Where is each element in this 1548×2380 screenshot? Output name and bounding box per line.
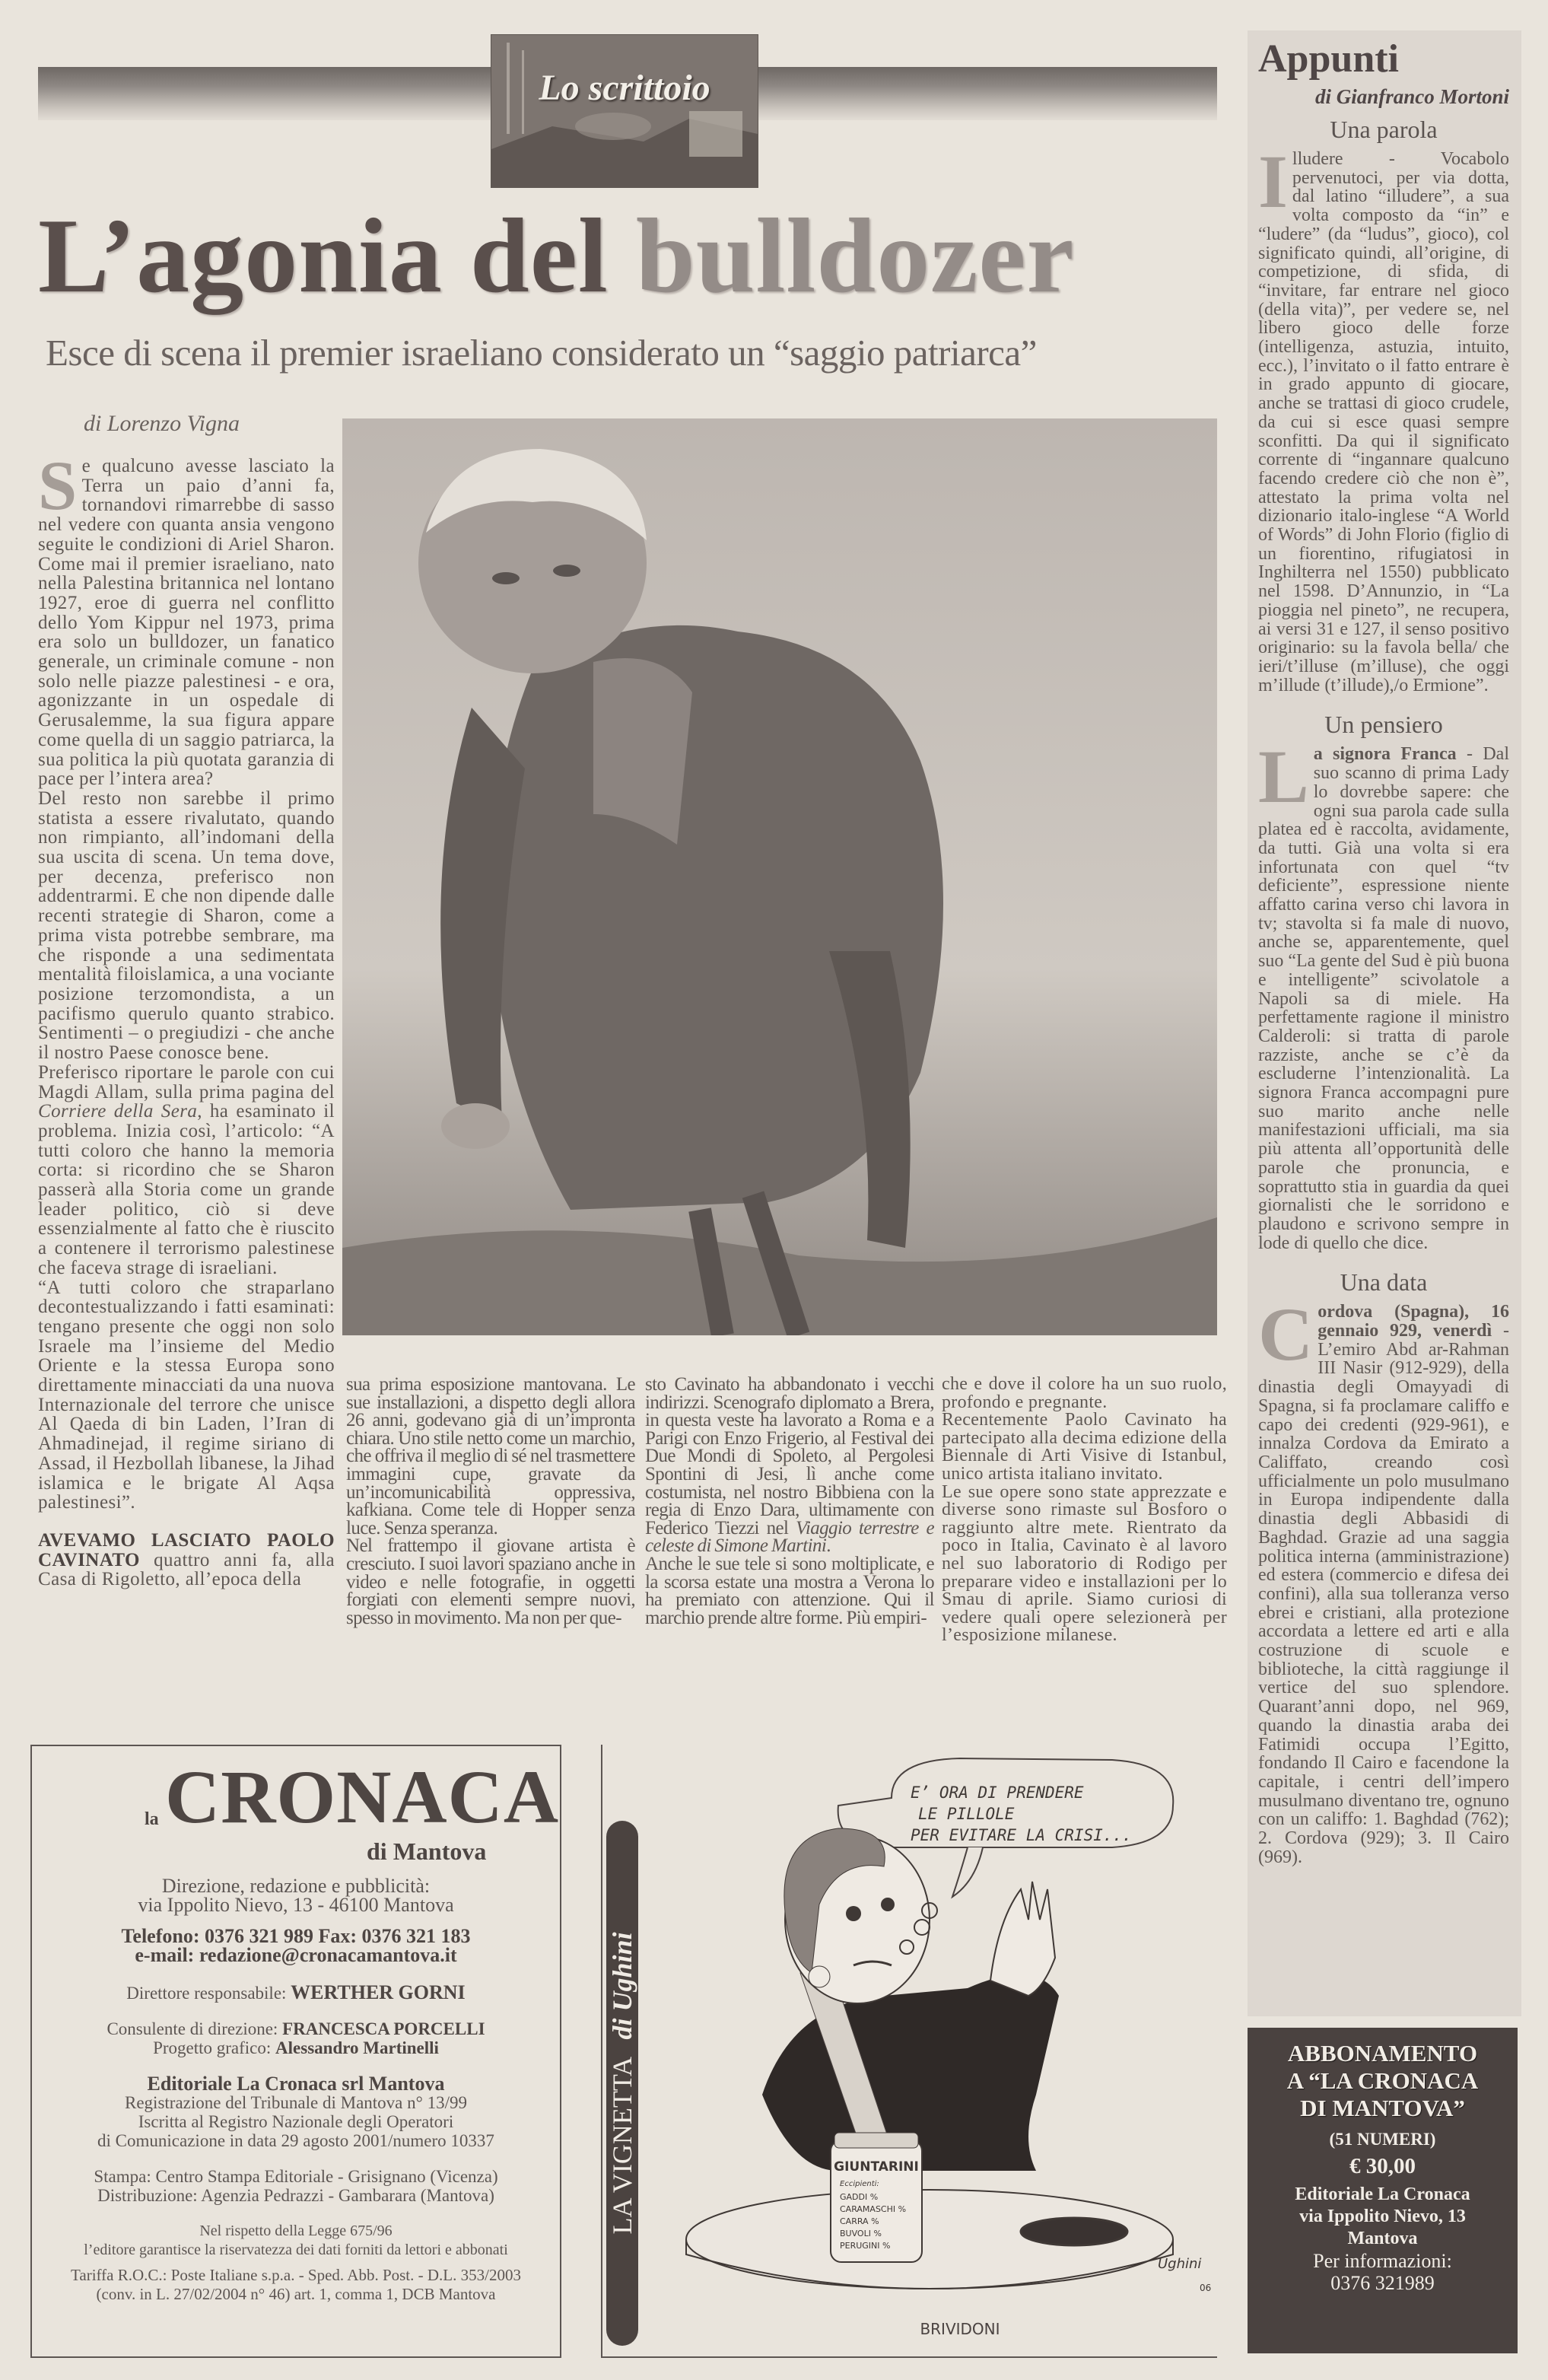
article-column-1	[38, 447, 335, 1590]
sidebar-appunti	[1248, 30, 1521, 2016]
paragraph-lead: lludere	[1292, 149, 1343, 169]
jar-item: CARRA %	[840, 2216, 879, 2226]
paragraph: Recentemente Paolo Cavinato ha partecipato alla decima edizione della Biennale di Arti Visive di Istanbul, unico artista italiano invitato.	[942, 1410, 1227, 1484]
address-line: via Ippolito Nievo, 13 - 46100 Mantova	[138, 1894, 454, 1916]
subtitle: Esce di scena il premier israeliano considerato un “saggio patriarca”	[46, 332, 1037, 374]
headline	[38, 199, 1225, 313]
logo-name: CRONACA	[165, 1755, 560, 1839]
work-title: Viaggio terrestre e celeste di Simone Martini	[645, 1517, 934, 1557]
ad-issues: (51 NUMERI)	[1329, 2130, 1436, 2149]
consultant-line	[32, 2019, 560, 2038]
publisher: Editoriale La Cronaca srl Mantova	[147, 2073, 445, 2095]
ad-title: ABBONAMENTO	[1287, 2040, 1478, 2067]
byline: di Lorenzo Vigna	[84, 411, 240, 436]
cartoon-box	[601, 1745, 1217, 2358]
registration-line: Registrazione del Tribunale di Mantova n° 13/99	[125, 2093, 467, 2112]
signature-year: 06	[1200, 2283, 1212, 2293]
postal-line: (conv. in L. 27/02/2004 n° 46) art. 1, comma 1, DCB Mantova	[96, 2285, 496, 2303]
sidebar-heading: Una parola	[1330, 116, 1438, 143]
headline-dark: L’agonia del	[38, 197, 609, 315]
jar-item: GADDI %	[840, 2192, 879, 2202]
sidebar-paragraph	[1258, 1292, 1509, 1867]
design-name: Alessandro Martinelli	[275, 2038, 439, 2057]
subscription-ad	[1248, 2028, 1518, 2353]
privacy-line: Nel rispetto della Legge 675/96	[199, 2222, 393, 2239]
paragraph-text: Preferisco riportare le parole con cui Magdi Allam, sulla prima pagina del	[38, 1061, 335, 1102]
dropcap-s: S	[38, 447, 78, 524]
sidebar-byline: di Gianfranco Mortoni	[1314, 85, 1509, 108]
article-column-4	[942, 1376, 1227, 1645]
jar-subtitle: Eccipienti:	[840, 2180, 879, 2188]
cartoon-label	[606, 1821, 638, 2346]
paragraph-text: sto Cavinato ha abbandonato i vecchi indirizzi. Scenografo diplomato a Brera, in questa veste ha lavorato a Roma e a Parigi con Enzo Frigerio, al Festival dei Due Mondi di Spoleto, al Pergolesi Spontini di Jesi, lì anche come costumista, nel nostro Bibbiena con la regia di Enzo Dara, ultimamente con Federico Tiezzi nel	[645, 1374, 934, 1538]
ad-price: € 30,00	[1349, 2154, 1416, 2178]
paragraph: che e dove il colore ha un suo ruolo, profondo e pregnante.	[942, 1374, 1227, 1412]
phone-fax: Telefono: 0376 321 989 Fax: 0376 321 183	[121, 1925, 471, 1947]
pill-jar	[831, 2133, 922, 2262]
paragraph-text: - Vocabolo pervenutoci, per via dotta, dal latino “illudere”, a sua volta composto da “in” e “ludere” (da “ludus”, gioco), col significato quindi, all’origine, di competizione, di sfida, di “invitare, far entrare nel gioco (della vita)”, per vedere se, nel libero gioco delle forze (intelligenza, astuzia, intuito, ecc.), l’invitato o il fatto entrare è in grado appunto di giocare, anche se trattasi di gioco crudele, da cui si esce quasi sempre sconfitti. Da qui il significato corrente di “ingannare qualcuno facendo credere ciò che non è”, attestato la prima volta nel dizionario italo-inglese “A World of Words” di John Florio (figlio di un fiorentino, rifugiatosi in Inghilterra nel 1550) pubblicato nel 1598. D’Annunzio, in “La pioggia nel pineto”, ne recupera, ai versi 31 e 127, il senso positivo originario: su la favola bella/ che ieri/t’illuse (m’illuse), che oggi m’illude (t’illude),/o Ermione”.	[1258, 149, 1509, 695]
ad-title: DI MANTOVA”	[1300, 2095, 1465, 2121]
print-line: Stampa: Centro Stampa Editoriale - Grisignano (Vicenza)	[94, 2167, 498, 2186]
logo-city: di Mantova	[367, 1838, 487, 1865]
paragraph	[38, 1063, 335, 1278]
paragraph-text: , ha esaminato il problema. Inizia così, l’articolo: “A tutti coloro che hanno la memoria corta: si ricordino che se Sharon passerà alla Storia come un grande leader politico, ciò si deve essenzialmente al fatto che è riuscito a contenere il terrorismo palestinese che faceva strage di israeliani.	[38, 1101, 335, 1278]
jar-item: PERUGINI %	[840, 2241, 891, 2251]
ad-phone: 0376 321989	[1330, 2272, 1435, 2294]
bubble-line: LE PILLOLE	[918, 1805, 1015, 1823]
newspaper-logo	[32, 1757, 560, 1867]
ad-info-label: Per informazioni:	[1313, 2250, 1452, 2272]
logo-article: la	[145, 1809, 159, 1829]
jar-item: CARAMASCHI %	[840, 2204, 907, 2214]
ad-title: A “LA CRONACA	[1286, 2067, 1479, 2094]
article-column-3	[645, 1376, 934, 1627]
ad-city: Mantova	[1347, 2229, 1418, 2248]
paragraph: “A tutti coloro che straparlano decontestualizzando i fatti esaminati: tengano presente che oggi non solo Israele ma l’insieme del Medio Oriente e la stessa Europa sono direttamente minacciati da una nuova Internazionale del terrore che unisce Al Qaeda di bin Laden, l’Iran di Ahmadinejad, il regime siriano di Assad, il Hezbollah libanese, la Jihad islamica e le brigate Al Aqsa palestinesi”.	[38, 1277, 335, 1513]
paragraph: Anche le sue tele si sono moltiplicate, e la scorsa estate una mostra a Verona lo ha premiato con attenzione. Qui il marchio prende altre forme. Più empiri-	[645, 1553, 934, 1628]
dropcap: L	[1258, 734, 1309, 819]
paragraph-lead: ordova (Spagna), 16 gennaio 929, venerdì	[1318, 1302, 1509, 1341]
paragraph-text: - Dal suo scanno di prima Lady lo dovrebbe sapere: che ogni sua parola cade sulla platea ed è raccolta, avidamente, da tutti. Già una volta si era infortunata con quel “tv deficiente”, espressione niente affatto carina verso chi lavora in tv; stavolta si fa male di nuovo, anche se, apparentemente, quel suo “La gente del Sud è più buona e intelligente” scivolatole a Napoli sa di miele. Ha perfettamente ragione il ministro Calderoli: si tratta di parole razziste, anche se c’è da escluderne l’intenzionalità. La signora Franca accompagni pure suo marito anche nelle manifestazioni ufficiali, ma sia più attenta all’opportunità delle parole che pronuncia, e soprattutto stia in guardia da quei giornalisti che le sorridono e plaudono e scrivono sempre in lode di quello che dice.	[1258, 744, 1509, 1253]
cartoon-label-title: LA VIGNETTA	[607, 2057, 637, 2235]
paragraph	[38, 1531, 335, 1589]
director-label: Direttore responsabile:	[126, 1984, 291, 2003]
paragraph	[645, 1376, 934, 1555]
paragraph-lead: AVEVAMO LASCIATO PAOLO CAVINATO	[38, 1529, 335, 1570]
paragraph-text: .	[826, 1535, 831, 1557]
newspaper-title: Corriere della Sera	[38, 1101, 198, 1122]
design-line	[32, 2038, 560, 2057]
privacy-line: l’editore garantisce la riservatezza dei dati forniti da lettori e abbonati	[84, 2242, 508, 2258]
paragraph: Nel frattempo il giovane artista è cresciuto. I suoi lavori spaziano anche in video e nelle fotografie, in oggetti forgiati con elementi sempre nuovi, spesso in movimento. Ma non per que-	[346, 1535, 635, 1628]
headline-light: bulldozer	[635, 197, 1075, 315]
article-photo	[342, 418, 1217, 1335]
registration-line: Iscritta al Registro Nazionale degli Operatori	[138, 2112, 454, 2131]
address-line: Direzione, redazione e pubblicità:	[161, 1875, 431, 1897]
cartoon-caption: BRIVIDONI	[920, 2320, 1000, 2338]
cartoon-illustration	[640, 1745, 1219, 2353]
design-label: Progetto grafico:	[153, 2038, 276, 2057]
cartoonist-signature: Ughini	[1158, 2256, 1202, 2272]
dropcap: I	[1258, 139, 1288, 224]
paragraph-lead: a signora Franca	[1313, 744, 1457, 765]
article-column-2	[346, 1376, 635, 1627]
registration-line: di Comunicazione in data 29 agosto 2001/numero 10337	[97, 2131, 494, 2150]
email: e-mail: redazione@cronacamantova.it	[135, 1944, 457, 1966]
masthead-box	[30, 1745, 561, 2358]
sidebar-title: Appunti	[1258, 37, 1399, 81]
paragraph: e qualcuno avesse lasciato la Terra un paio d’anni fa, tornandovi rimarrebbe di sasso nel vedere con quanta ansia vengono seguite le condizioni di Ariel Sharon. Come mai il premier israeliano, nato nella Palestina britannica nel lontano 1927, eroe di guerra nel conflitto dello Yom Kippur nel 1973, prima era solo un bulldozer, un fanatico generale, un criminale comune - non solo nelle piazze palestinesi - e ora, agonizzante in un ospedale di Gerusalemme, la sua figura appare come quella di un saggio patriarca, la sua politica la più quotata garanzia di pace per l’intera area?	[38, 456, 335, 790]
director-line	[32, 1983, 560, 2003]
section-kicker: Lo scrittoio	[539, 68, 710, 108]
sidebar-paragraph	[1258, 734, 1509, 1253]
director-name: WERTHER GORNI	[291, 1981, 466, 2003]
jar-item: BUVOLI %	[840, 2229, 882, 2238]
ad-publisher: Editoriale La Cronaca	[1295, 2184, 1470, 2204]
table	[686, 2190, 1173, 2289]
sidebar-paragraph	[1258, 139, 1509, 695]
bubble-line: PER EVITARE LA CRISI...	[911, 1826, 1132, 1844]
consultant-label: Consulente di direzione:	[106, 2019, 283, 2038]
dropcap: C	[1258, 1292, 1314, 1377]
paragraph: Del resto non sarebbe il primo statista a essere rivalutato, quando non rimpianto, all’indomani della sua uscita di scena. Un tema dove, per decenza, preferisco non addentrarmi. E che non dipende dalle recenti strategie di Sharon, come a prima vista potrebbe sembrare, ma che risponde a una sedimentata mentalità filoislamica, a una vociante posizione terzomondista, a un pacifismo querulo quanto strabico. Sentimenti – o pregiudizi - che anche il nostro Paese conosce bene.	[38, 788, 335, 1064]
sidebar-heading: Una data	[1340, 1268, 1428, 1297]
sidebar-heading: Un pensiero	[1324, 711, 1443, 739]
distribution-line: Distribuzione: Agenzia Pedrazzi - Gambarara (Mantova)	[97, 2186, 494, 2205]
cartoon-woman	[762, 1828, 1059, 2171]
paragraph-text: - L’emiro Abd ar-Rahman III Nasir (912-929), della dinastia degli Omayyadi di Spagna, si fa proclamare califfo e capo dei credenti (929-961), e innalza Cordova da Emirato a Califfato, creando così ufficialmente un polo musulmano in Europa indipendente dalla dinastia degli Abbasidi di Baghdad. Grazie ad una saggia politica interna (amministrazione) ed estera (commercio e difesa dei confini), alla sua tolleranza verso ebrei e cristiani, alla protezione accordata a lettere ed arti e alla costruzione di scuole e biblioteche, la città raggiunge il vertice del suo splendore. Quarant’anni dopo, nel 969, quando la dinastia araba dei Fatimidi occupa l’Egitto, fondando Il Cairo e facendone la capitale, i centri dell’impero musulmano diventano tre, ognuno con un califfo: 1. Baghdad (762); 2. Cordova (929); 3. Il Cairo (969).	[1258, 1321, 1509, 1867]
bubble-line: E’ ORA DI PRENDERE	[911, 1783, 1084, 1802]
cartoon-author: di Ughini	[607, 1932, 637, 2040]
desk-photo-icon	[491, 35, 758, 187]
postal-line: Tariffa R.O.C.: Poste Italiane s.p.a. - Sped. Abb. Post. - D.L. 353/2003	[71, 2266, 521, 2284]
section-kicker-box	[491, 34, 758, 188]
paragraph-text: quattro anni fa, alla Casa di Rigoletto, all’epoca della	[38, 1549, 335, 1590]
consultant-name: FRANCESCA PORCELLI	[282, 2019, 485, 2038]
paragraph: Le sue opere sono state apprezzate e diverse sono rimaste sul Bosforo o raggiunto altre mete. Rientrato da poco in Italia, Cavinato è al lavoro nel suo laboratorio di Rodigo per preparare video e installazioni per lo Smau di aprile. Siamo curiosi di vedere quali opere selezionerà per l’esposizione milanese.	[942, 1481, 1227, 1646]
jar-label: GIUNTARINI	[834, 2159, 919, 2175]
paragraph: sua prima esposizione mantovana. Le sue installazioni, a dispetto degli allora 26 anni, godevano già di un’impronta chiara. Uno stile netto come un marchio, che offriva il meglio di sé nel trasmettere immagini cupe, gravate da un’incomunicabilità oppressiva, kafkiana. Come tele di Hopper senza luce. Senza speranza.	[346, 1374, 635, 1538]
ad-street: via Ippolito Nievo, 13	[1299, 2207, 1466, 2226]
